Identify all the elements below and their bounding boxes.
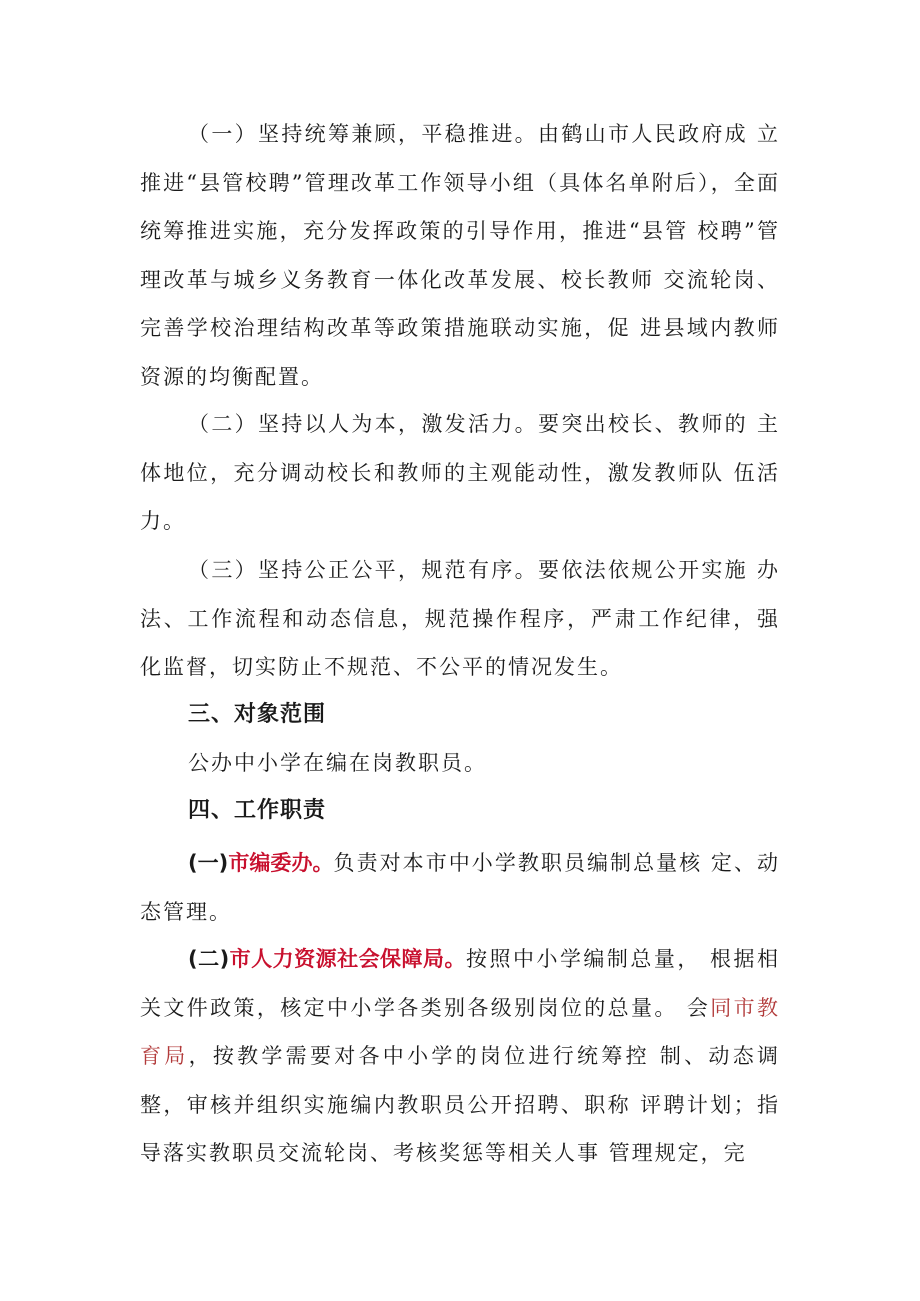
paragraph-principle-3: （三）坚持公正公平，规范有序。要依法依规公开实施 办法、工作流程和动态信息，规范操作程序，严肃工作纪律，强化监督，切实防止不规范、不公平的情况发生。 (140, 558, 780, 679)
duty-2-text-a: 按照中小学编制总量， 根据相关文件政策，核定中小学各类别各级别岗位的总量。 会 (140, 947, 780, 1020)
duty-1-text: 负责对本市中小学教职员编制总量核 定、动态管理。 (140, 851, 780, 924)
paragraph-principle-1: （一）坚持统筹兼顾，平稳推进。由鹤山市人民政府成 立推进“县管校聘”管理改革工作领导小组（具体名单附后），全面统筹推进实施，充分发挥政策的引导作用，推进“县管 校聘”管理改革与城乡义务教育一体化改革发展、校长教师 交流轮岗、完善学校治理结构改革等政策措施联动实施，促 进县域内教师资源的均衡配置。 (140, 122, 780, 389)
paragraph-duty-2 (140, 935, 780, 1178)
duty-2-org: 市人力资源社会保障局。 (229, 947, 466, 971)
duty-2-text-b: ，按教学需要对各中小学的岗位进行统筹控 制、动态调整，审核并组织实施编内教职员公开招聘、职称 评聘计划；指导落实教职员交流轮岗、考核奖惩等相关人事 管理规定，完 (140, 1044, 780, 1165)
section-heading-scope: 三、对象范围 (188, 702, 327, 727)
duty-1-org: 市编委办。 (228, 851, 334, 875)
paragraph-scope: 公办中小学在编在岗教职员。 (188, 751, 487, 775)
paragraph-duty-1 (140, 839, 780, 936)
duty-2-number: (二) (188, 947, 230, 971)
duty-2-org-2: 同市教育局 (140, 995, 780, 1068)
duty-1-number: (一) (188, 851, 229, 875)
section-heading-duties: 四、工作职责 (188, 798, 327, 823)
paragraph-principle-2: （二）坚持以人为本，激发活力。要突出校长、教师的 主体地位，充分调动校长和教师的主观能动性，激发教师队 伍活力。 (140, 412, 780, 533)
